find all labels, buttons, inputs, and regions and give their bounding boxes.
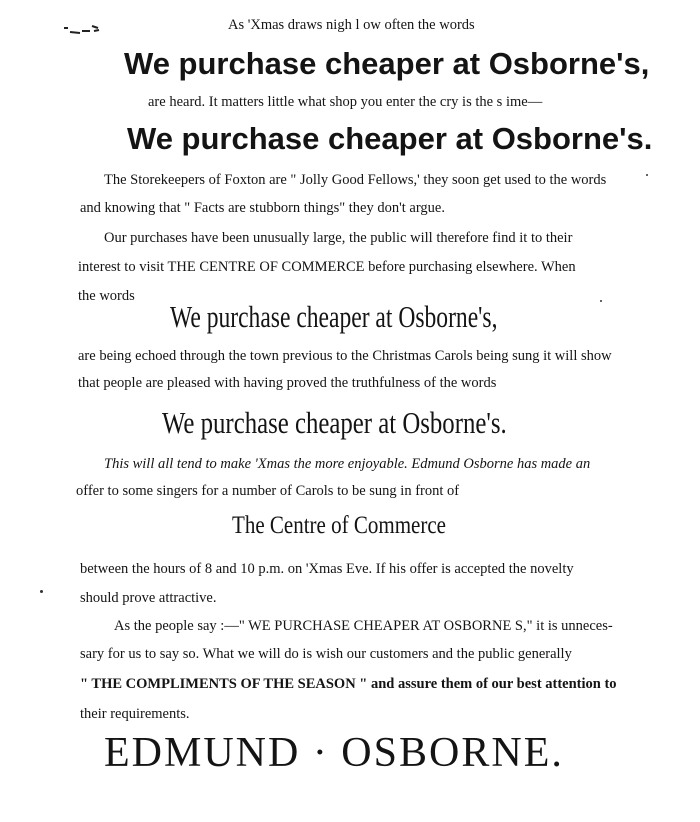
para-4-line-2: offer to some singers for a number of Carols to be sung in front of [76,483,460,499]
para-6-line-1: As the people say :—" WE PURCHASE CHEAPER AT OSBORNE S," it is unneces- [114,618,613,634]
ink-smudge-mark [62,22,102,36]
speck-mark-3 [646,174,648,176]
para-6-line-4: their requirements. [80,706,190,722]
slogan-2: We purchase cheaper at Osborne's. [127,121,653,156]
para-3-line-1: are being echoed through the town previous to the Christmas Carols being sung it will show [78,348,612,364]
para-6-line-2: sary for us to say so. What we will do is wish our customers and the public generally [80,646,572,662]
speck-mark-2 [600,300,602,302]
para-1-line-1: The Storekeepers of Foxton are " Jolly Good Fellows,' they soon get used to the words [104,172,607,188]
para-2-line-2: interest to visit THE CENTRE OF COMMERCE before purchasing elsewhere. When [78,259,576,275]
para-4-line-1: This will all tend to make 'Xmas the more enjoyable. Edmund Osborne has made an [104,456,591,472]
para-5-line-1: between the hours of 8 and 10 p.m. on 'Xmas Eve. If his offer is accepted the novelty [80,561,574,577]
para-6-line-3: " THE COMPLIMENTS OF THE SEASON " and assure them of our best attention to [80,676,617,692]
para-3-line-2: that people are pleased with having proved the truthfulness of the words [78,375,497,391]
line-are-heard: are heard. It matters little what shop you enter the cry is the s ime— [148,94,543,110]
para-2-line-3: the words [78,288,135,304]
speck-mark-1 [40,590,43,593]
para-2-line-1: Our purchases have been unusually large, the public will therefore find it to their [104,230,573,246]
centre-of-commerce-heading: The Centre of Commerce [232,512,447,539]
para-1-line-2: and knowing that " Facts are stubborn things" they don't argue. [80,200,445,216]
slogan-4: We purchase cheaper at Osborne's. [162,405,507,440]
slogan-3: We purchase cheaper at Osborne's, [170,299,498,334]
intro-line: As 'Xmas draws nigh l ow often the words [228,17,475,33]
slogan-1: We purchase cheaper at Osborne's, [124,46,650,81]
para-5-line-2: should prove attractive. [80,590,217,606]
signature-edmund-osborne: EDMUND · OSBORNE. [104,730,564,776]
